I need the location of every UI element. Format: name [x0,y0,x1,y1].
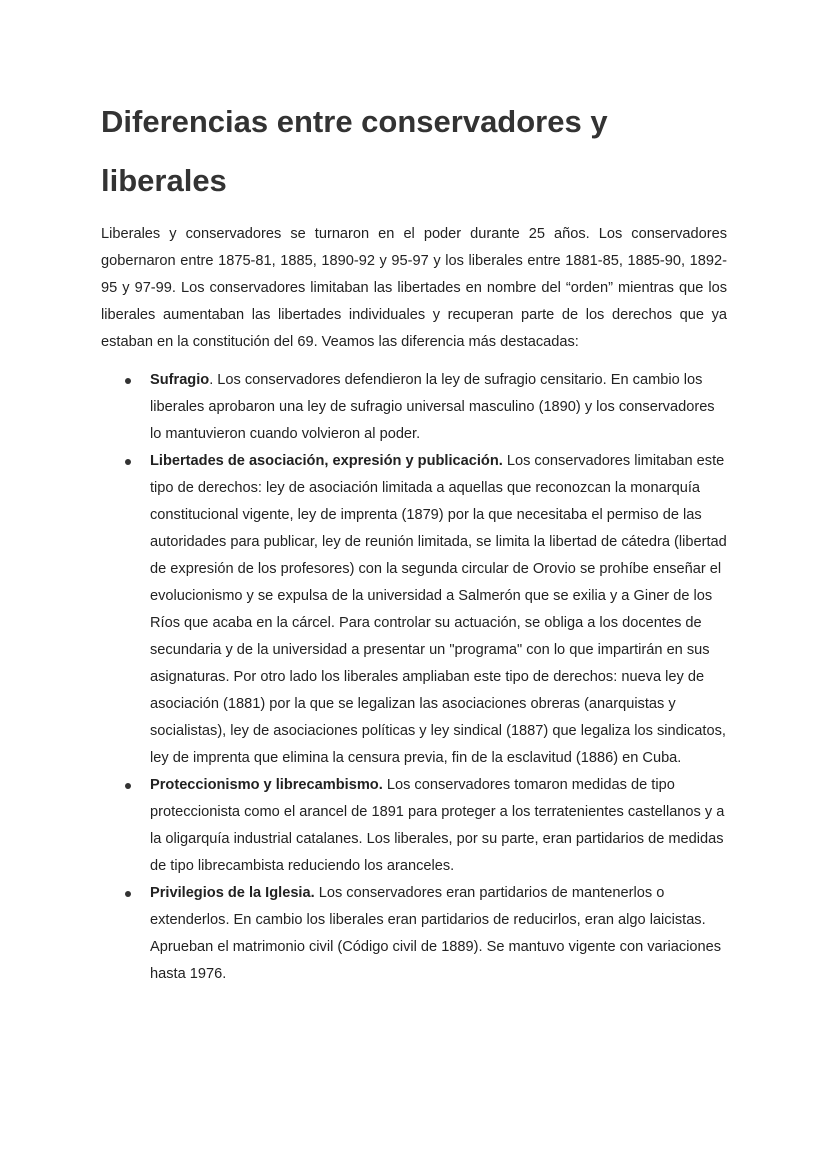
list-item-sufragio [0,367,728,448]
bullet-icon [125,378,131,384]
list-item-text: Los conservadores limitaban este tipo de derechos: ley de asociación limitada a aquellas que reconozcan la monarquía constitucional vigente, ley de imprenta (1879) por la que necesitaba el permiso de las autoridades para publicar, ley de reunión limitada, se limita la libertad de cátedra (libertad de expresión de los profesores) con la segunda circular de Orovio se prohíbe enseñar el evolucionismo y se expulsa de la universidad a Salmerón que se exilia y a Giner de los Ríos que acaba en la cárcel. Para controlar su actuación, se obliga a los docentes de secundaria y de la universidad a presentar un "programa" con lo que impartirán en sus asignaturas. Por otro lado los liberales ampliaban este tipo de derechos: nueva ley de asociación (1881) por la que se legalizan las asociaciones obreras (anarquistas y socialistas), ley de asociaciones políticas y ley sindical (1887) que legaliza los sindicatos, ley de imprenta que elimina la censura previa, fin de la esclavitud (1886) en Cuba. [150,453,727,766]
list-item-term: Sufragio [150,372,210,388]
list-item-term: Libertades de asociación, expresión y publicación. [150,453,503,469]
differences-list [0,367,828,988]
list-item-text: . Los conservadores defendieron la ley de sufragio censitario. En cambio los liberales aprobaron una ley de sufragio universal masculino (1890) y los conservadores lo mantuvieron cuando volvieron al poder. [150,372,715,442]
list-item-libertades [0,448,728,772]
page-title: Diferencias entre conservadores y liberales [101,104,608,198]
list-item-iglesia [0,880,728,988]
intro-paragraph: Liberales y conservadores se turnaron en el poder durante 25 años. Los conservadores gobernaron entre 1875-81, 1885, 1890-92 y 95-97 y los liberales entre 1881-85, 1885-90, 1892-95 y 97-99. Los conservadores limitaban las libertades en nombre del “orden” mientras que los liberales aumentaban las libertades individuales y recuperan parte de los derechos que ya estaban en la constitución del 69. Veamos las diferencia más destacadas: [101,226,727,350]
list-item-text: Los conservadores eran partidarios de mantenerlos o extenderlos. En cambio los liberales eran partidarios de reducirlos, eran algo laicistas. Aprueban el matrimonio civil (Código civil de 1889). Se mantuvo vigente con variaciones hasta 1976. [150,885,722,982]
list-item-term: Privilegios de la Iglesia. [150,885,315,901]
list-item-text: Los conservadores tomaron medidas de tipo proteccionista como el arancel de 1891 para proteger a los terratenientes castellanos y a la oligarquía industrial catalanes. Los liberales, por su parte, eran partidarios de medidas de tipo librecambista reduciendo los aranceles. [150,777,725,874]
list-item-proteccionismo [0,772,728,880]
list-item-term: Proteccionismo y librecambismo. [150,777,383,793]
bullet-icon [125,783,131,789]
bullet-icon [125,891,131,897]
bullet-icon [125,459,131,465]
